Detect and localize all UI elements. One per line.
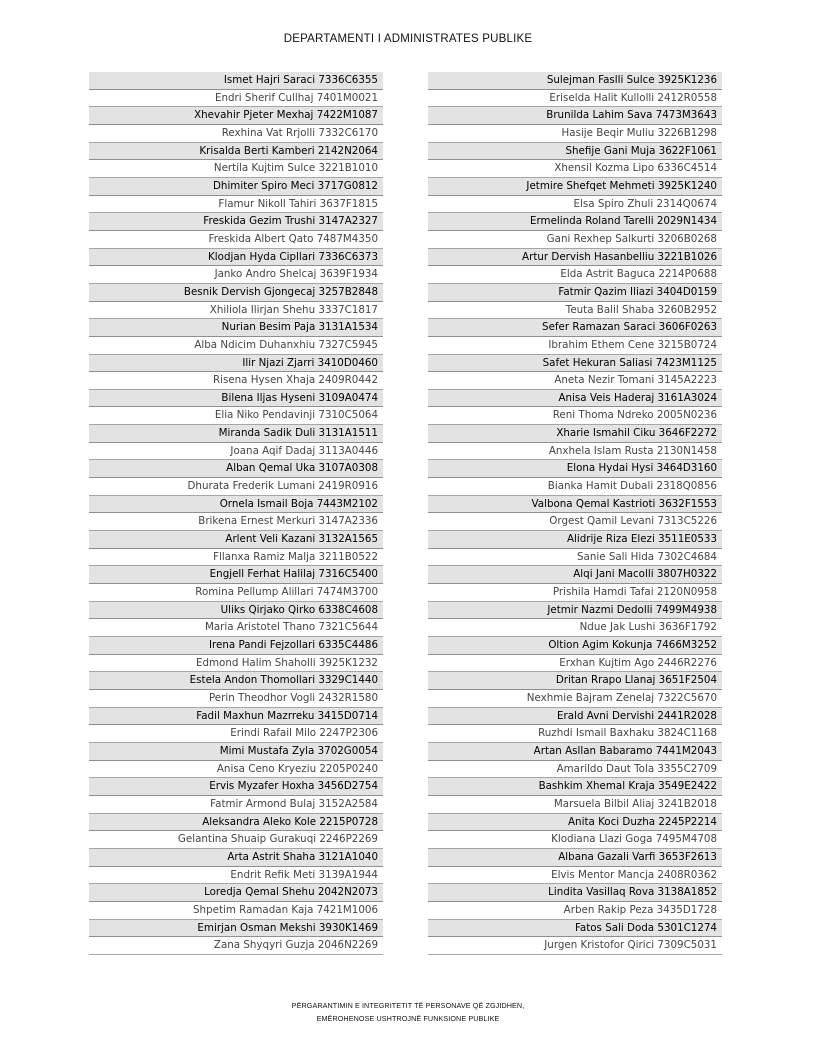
right-list-row: Jetmire Shefqet Mehmeti 3925K1240: [428, 178, 722, 196]
left-list-row: Janko Andro Shelcaj 3639F1934: [89, 266, 383, 284]
right-list-row: Nexhmie Bajram Zenelaj 7322C5670: [428, 690, 722, 708]
left-list-row: Risena Hysen Xhaja 2409R0442: [89, 372, 383, 390]
left-list-row: Perin Theodhor Vogli 2432R1580: [89, 690, 383, 708]
right-list-row: Hasije Beqir Muliu 3226B1298: [428, 125, 722, 143]
right-list-row: Erxhan Kujtim Ago 2446R2276: [428, 655, 722, 673]
left-list-row: Erindi Rafail Milo 2247P2306: [89, 725, 383, 743]
right-list-row: Jetmir Nazmi Dedolli 7499M4938: [428, 602, 722, 620]
left-list-row: Dhimiter Spiro Meci 3717G0812: [89, 178, 383, 196]
left-list-row: Endri Sherif Cullhaj 7401M0021: [89, 90, 383, 108]
left-list-row: Fllanxa Ramiz Malja 3211B0522: [89, 549, 383, 567]
left-list-row: Aleksandra Aleko Kole 2215P0728: [89, 814, 383, 832]
left-list-row: Estela Andon Thomollari 3329C1440: [89, 672, 383, 690]
left-list-row: Elia Niko Pendavinji 7310C5064: [89, 407, 383, 425]
right-list-row: Teuta Balil Shaba 3260B2952: [428, 302, 722, 320]
right-list-row: Ruzhdi Ismail Baxhaku 3824C1168: [428, 725, 722, 743]
left-list-row: Maria Aristotel Thano 7321C5644: [89, 619, 383, 637]
right-list-row: Amarildo Daut Tola 3355C2709: [428, 761, 722, 779]
left-list-row: Bilena Iljas Hyseni 3109A0474: [89, 390, 383, 408]
right-list-row: Brunilda Lahim Sava 7473M3643: [428, 107, 722, 125]
right-list-row: Albana Gazali Varfi 3653F2613: [428, 849, 722, 867]
right-list-row: Valbona Qemal Kastrioti 3632F1553: [428, 496, 722, 514]
right-list-row: Fatos Sali Doda 5301C1274: [428, 920, 722, 938]
right-list-row: Elona Hydai Hysi 3464D3160: [428, 460, 722, 478]
right-list-row: Jurgen Kristofor Qirici 7309C5031: [428, 937, 722, 955]
footer-line-1: PËRGARANTIMIN E INTEGRITETIT TË PERSONAVE QË ZGJIDHEN,: [291, 1001, 525, 1010]
right-list-row: Anxhela Islam Rusta 2130N1458: [428, 443, 722, 461]
right-list-row: Elvis Mentor Mancja 2408R0362: [428, 867, 722, 885]
right-list-row: Arben Rakip Peza 3435D1728: [428, 902, 722, 920]
right-list-row: Elsa Spiro Zhuli 2314Q0674: [428, 196, 722, 214]
left-list-row: Uliks Qirjako Qirko 6338C4608: [89, 602, 383, 620]
left-list-row: Freskida Gezim Trushi 3147A2327: [89, 213, 383, 231]
right-list-row: Gani Rexhep Salkurti 3206B0268: [428, 231, 722, 249]
left-list-row: Dhurata Frederik Lumani 2419R0916: [89, 478, 383, 496]
right-list-row: Bianka Hamit Dubali 2318Q0856: [428, 478, 722, 496]
left-list-row: Ornela Ismail Boja 7443M2102: [89, 496, 383, 514]
right-list-row: Ermelinda Roland Tarelli 2029N1434: [428, 213, 722, 231]
left-list-row: Flamur Nikoll Tahiri 3637F1815: [89, 196, 383, 214]
right-list-row: Orgest Qamil Levani 7313C5226: [428, 513, 722, 531]
left-list-row: Shpetim Ramadan Kaja 7421M1006: [89, 902, 383, 920]
left-list-row: Edmond Halim Shaholli 3925K1232: [89, 655, 383, 673]
left-list-row: Alba Ndicim Duhanxhiu 7327C5945: [89, 337, 383, 355]
right-list-row: Safet Hekuran Saliasi 7423M1125: [428, 355, 722, 373]
right-list-row: Lindita Vasillaq Rova 3138A1852: [428, 884, 722, 902]
left-list-row: Loredja Qemal Shehu 2042N2073: [89, 884, 383, 902]
right-list-row: Shefije Gani Muja 3622F1061: [428, 143, 722, 161]
left-list-row: Nertila Kujtim Sulce 3221B1010: [89, 160, 383, 178]
left-list-row: Endrit Refik Meti 3139A1944: [89, 867, 383, 885]
left-list-row: Joana Aqif Dadaj 3113A0446: [89, 443, 383, 461]
left-list-row: Xhiliola Ilirjan Shehu 3337C1817: [89, 302, 383, 320]
left-list-row: Rexhina Vat Rrjolli 7332C6170: [89, 125, 383, 143]
left-list-row: Besnik Dervish Gjongecaj 3257B2848: [89, 284, 383, 302]
right-list-row: Alqi Jani Macolli 3807H0322: [428, 566, 722, 584]
left-list-row: Emirjan Osman Mekshi 3930K1469: [89, 920, 383, 938]
right-list-row: Reni Thoma Ndreko 2005N0236: [428, 407, 722, 425]
right-list-row: Dritan Rrapo Llanaj 3651F2504: [428, 672, 722, 690]
right-list-row: Prishila Hamdi Tafai 2120N0958: [428, 584, 722, 602]
right-list-row: Ndue Jak Lushi 3636F1792: [428, 619, 722, 637]
right-list-row: Xharie Ismahil Ciku 3646F2272: [428, 425, 722, 443]
left-list-row: Freskida Albert Qato 7487M4350: [89, 231, 383, 249]
right-list-row: Xhensil Kozma Lipo 6336C4514: [428, 160, 722, 178]
right-list-row: Bashkim Xhemal Kraja 3549E2422: [428, 778, 722, 796]
right-list-row: Sefer Ramazan Saraci 3606F0263: [428, 319, 722, 337]
page-title: DEPARTAMENTI I ADMINISTRATES PUBLIKE: [283, 33, 533, 45]
left-list-row: Xhevahir Pjeter Mexhaj 7422M1087: [89, 107, 383, 125]
left-list-row: Krisalda Berti Kamberi 2142N2064: [89, 143, 383, 161]
left-list-row: Arlent Veli Kazani 3132A1565: [89, 531, 383, 549]
left-list-row: Klodjan Hyda Cipllari 7336C6373: [89, 249, 383, 267]
left-list-row: Irena Pandi Fejzollari 6335C4486: [89, 637, 383, 655]
left-list-row: Miranda Sadik Duli 3131A1511: [89, 425, 383, 443]
left-list-row: Arta Astrit Shaha 3121A1040: [89, 849, 383, 867]
right-name-list: [428, 72, 722, 955]
right-list-row: Oltion Agim Kokunja 7466M3252: [428, 637, 722, 655]
left-list-row: Brikena Ernest Merkuri 3147A2336: [89, 513, 383, 531]
right-list-row: Sanie Sali Hida 7302C4684: [428, 549, 722, 567]
right-list-row: Marsuela Bilbil Aliaj 3241B2018: [428, 796, 722, 814]
left-name-list: [89, 72, 383, 955]
footer-line-2: EMËROHENOSE USHTROJNË FUNKSIONE PUBLIKE: [316, 1014, 500, 1023]
right-list-row: Erald Avni Dervishi 2441R2028: [428, 708, 722, 726]
right-list-row: Artan Asllan Babaramo 7441M2043: [428, 743, 722, 761]
footer: [0, 999, 816, 1025]
left-list-row: Ismet Hajri Saraci 7336C6355: [89, 72, 383, 90]
left-list-row: Romina Pellump Alillari 7474M3700: [89, 584, 383, 602]
left-list-row: Alban Qemal Uka 3107A0308: [89, 460, 383, 478]
left-list-row: Mimi Mustafa Zyla 3702G0054: [89, 743, 383, 761]
left-list-row: Fadil Maxhun Mazrreku 3415D0714: [89, 708, 383, 726]
left-list-row: Anisa Ceno Kryeziu 2205P0240: [89, 761, 383, 779]
left-list-row: Zana Shyqyri Guzja 2046N2269: [89, 937, 383, 955]
left-list-row: Fatmir Armond Bulaj 3152A2584: [89, 796, 383, 814]
right-list-row: Anita Koci Duzha 2245P2214: [428, 814, 722, 832]
left-list-row: Ervis Myzafer Hoxha 3456D2754: [89, 778, 383, 796]
left-list-row: Gelantina Shuaip Gurakuqi 2246P2269: [89, 831, 383, 849]
right-list-row: Klodiana Llazi Goga 7495M4708: [428, 831, 722, 849]
right-list-row: Artur Dervish Hasanbelliu 3221B1026: [428, 249, 722, 267]
right-list-row: Fatmir Qazim Iliazi 3404D0159: [428, 284, 722, 302]
right-list-row: Alidrije Riza Elezi 3511E0533: [428, 531, 722, 549]
right-list-row: Sulejman Faslli Sulce 3925K1236: [428, 72, 722, 90]
left-list-row: Engjell Ferhat Halilaj 7316C5400: [89, 566, 383, 584]
right-list-row: Ibrahim Ethem Cene 3215B0724: [428, 337, 722, 355]
left-list-row: Ilir Njazi Zjarri 3410D0460: [89, 355, 383, 373]
right-list-row: Elda Astrit Baguca 2214P0688: [428, 266, 722, 284]
right-list-row: Eriselda Halit Kullolli 2412R0558: [428, 90, 722, 108]
right-list-row: Anisa Veis Haderaj 3161A3024: [428, 390, 722, 408]
right-list-row: Aneta Nezir Tomani 3145A2223: [428, 372, 722, 390]
left-list-row: Nurian Besim Paja 3131A1534: [89, 319, 383, 337]
